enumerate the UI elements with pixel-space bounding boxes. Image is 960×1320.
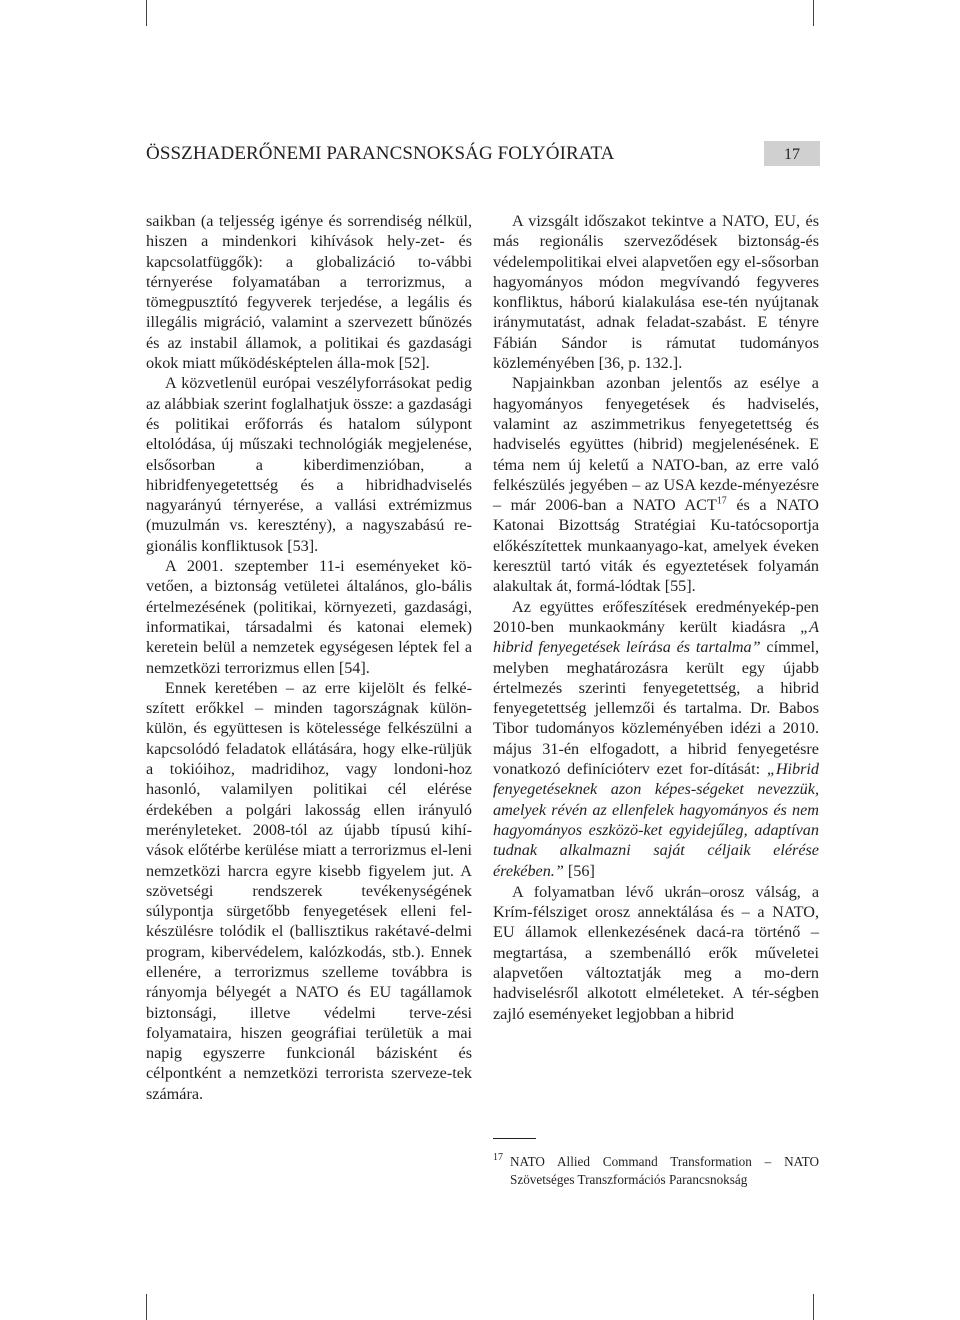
document-title-quote: „A hibrid fenyegetések leírása és tartalma” <box>493 617 819 657</box>
journal-title: ÖSSZHADERŐNEMI PARANCSNOKSÁG FOLYÓIRATA <box>146 143 615 164</box>
crop-mark-bottom-left <box>146 1294 147 1320</box>
paragraph-text: címmel, melyben meghatározásra került egy újabb értelmezés szerinti fenyegetettség, a hibrid fenyegetettség jellemzői és tartalma. Dr. Babos Tibor tudományos közleményében idézi a 2010. május 31-én elfogadott, a hibrid fenyegetésre vonatkozó definícióterv ezet for-dítását: <box>493 638 819 779</box>
page-number: 17 <box>764 141 820 166</box>
crop-mark-top-left <box>146 0 147 26</box>
page-header <box>146 141 820 166</box>
paragraph: A folyamatban lévő ukrán–orosz válság, a Krím-félsziget orosz annektálása és – a NATO, EU államok ellenkezésének dacá-ra történő – megtartása, a szembenálló erők műveletei alapvetően változtatják meg a mo-dern hadviselésről alkotott elméleteket. A tér-ségben zajló eseményeket legjobban a hibrid <box>493 882 819 1023</box>
paragraph: A vizsgált időszakot tekintve a NATO, EU, és más regionális szerveződések biztonság-és védelempolitikai elvei alapvetően egy el-sősorban hagyományos módon megvívandó fegyveres konfliktus, háború kialakulása ese-tén nyújtanak iránymutatást, adnak feladat-szabást. E tényre Fábián Sándor is rámutat tudományos közleményében [36, p. 132.]. <box>493 212 819 373</box>
left-column <box>146 211 472 1104</box>
paragraph: A 2001. szeptember 11-i eseményeket kö-vetően, a biztonság vetületei általános, glo-bális értelmezésének (politikai, környezeti, gazdasági, informatikai, társadalmi és katonai elemek) keretein belül a nemzetek egységesen léptek fel a nemzetközi terrorizmus ellen [54]. <box>146 557 472 677</box>
crop-mark-top-right <box>813 0 814 26</box>
paragraph <box>493 373 819 596</box>
footnote-text: NATO Allied Command Transformation – NATO Szövetséges Transzformációs Parancsnokság <box>510 1154 819 1187</box>
paragraph: Ennek keretében – az erre kijelölt és felké-szített erőkkel – minden tagországnak külön-külön, és együttesen is kötelessége felkészülni a kapcsolódó feladatok ellátására, hogy elke-rüljük a tokióihoz, madridihoz, vagy londoni-hoz hasonló, valamilyen politikai cél elérése érdekében a polgári lakosság ellen irányuló merényleteket. 2008-tól az újabb típusú kihí-vások előtérbe kerülése miatt a terrorizmus el-leni nemzetközi harcra egyre kisebb figyelem jut. A szövetségi rendszerek tevékenységének súlypontja sürgetőbb fenyegetések elleni fel-készülésre tolódik el (ballisztikus rakétavé-delmi program, kibervédelem, kalózkodás, stb.). Ennek ellenére, a terrorizmus szelleme továbbra is rányomja bélyegét a NATO és EU tagállamok biztonsági, illetve védelmi terve-zési folyamataira, hiszen geográfiai területük a mai napig egyszerre funkcionál bázisként és célpontként a nemzetközi terrorista szerveze-tek számára. <box>146 678 472 1103</box>
footnote <box>493 1153 819 1188</box>
footnote-number: 17 <box>493 1152 503 1163</box>
footnote-reference: 17 <box>716 495 727 507</box>
paragraph: saikban (a teljesség igénye és sorrendiség nélkül, hiszen a mindenkori kihívások hely-zet- és kapcsolatfüggők): a globalizáció to-vábbi térnyerése folyamatában a terrorizmus, a tömegpusztító fegyverek terjedése, a legális és illegális migráció, valamint a szervezett bűnözés és az instabil államok, a politikai és gazdasági okok miatt működésképtelen álla-mok [52]. <box>146 212 472 373</box>
citation: [56] <box>563 861 595 880</box>
paragraph-text: Napjainkban azonban jelentős az esélye a hagyományos fenyegetések és hadviselés, valamint az aszimmetrikus fenyegetettség és hadviselés együttes (hibrid) megjelenésének. E téma nem új keletű a NATO-ban, az erre való felkészülés jegyében – az USA kezde-ményezésre – már 2006-ban a NATO ACT <box>493 374 819 515</box>
crop-mark-bottom-right <box>813 1294 814 1320</box>
footnote-divider <box>493 1138 536 1139</box>
right-column <box>493 211 819 1024</box>
paragraph: A közvetlenül európai veszélyforrásokat pedig az alábbiak szerint foglalhatjuk össze: a gazdasági és politikai erőforrás és hatalom súlypont eltolódása, új műszaki technológiák megjelenése, elsősorban a kiberdimenzióban, a hibridfenyegetettség és a hibridhadviselés nagyarányú térnyerése, a vallási extrémizmus (muzulmán vs. keresztény), a nagyszabású re-gionális konfliktusok [53]. <box>146 374 472 555</box>
paragraph-text: és a NATO Katonai Bizottság Stratégiai Ku-tatócsoportja előkészítettek munkaanyago-kat, amelyek éveken keresztül tartó viták és egyeztetések folyamán alakultak át, formá-lódtak [55]. <box>493 496 819 596</box>
paragraph <box>493 597 819 881</box>
definition-quote: „Hibrid fenyegetéseknek azon képes-ségeket nevezzük, amelyek révén az ellenfelek hagyományos és nem hagyományos eszközö-ket egyidejűleg, adaptívan tudnak alkalmazni saját céljaik elérése érekében.” <box>493 760 819 880</box>
paragraph-text: Az együttes erőfeszítések eredményekép-pen 2010-ben munkaokmány került kiadásra <box>493 597 819 636</box>
